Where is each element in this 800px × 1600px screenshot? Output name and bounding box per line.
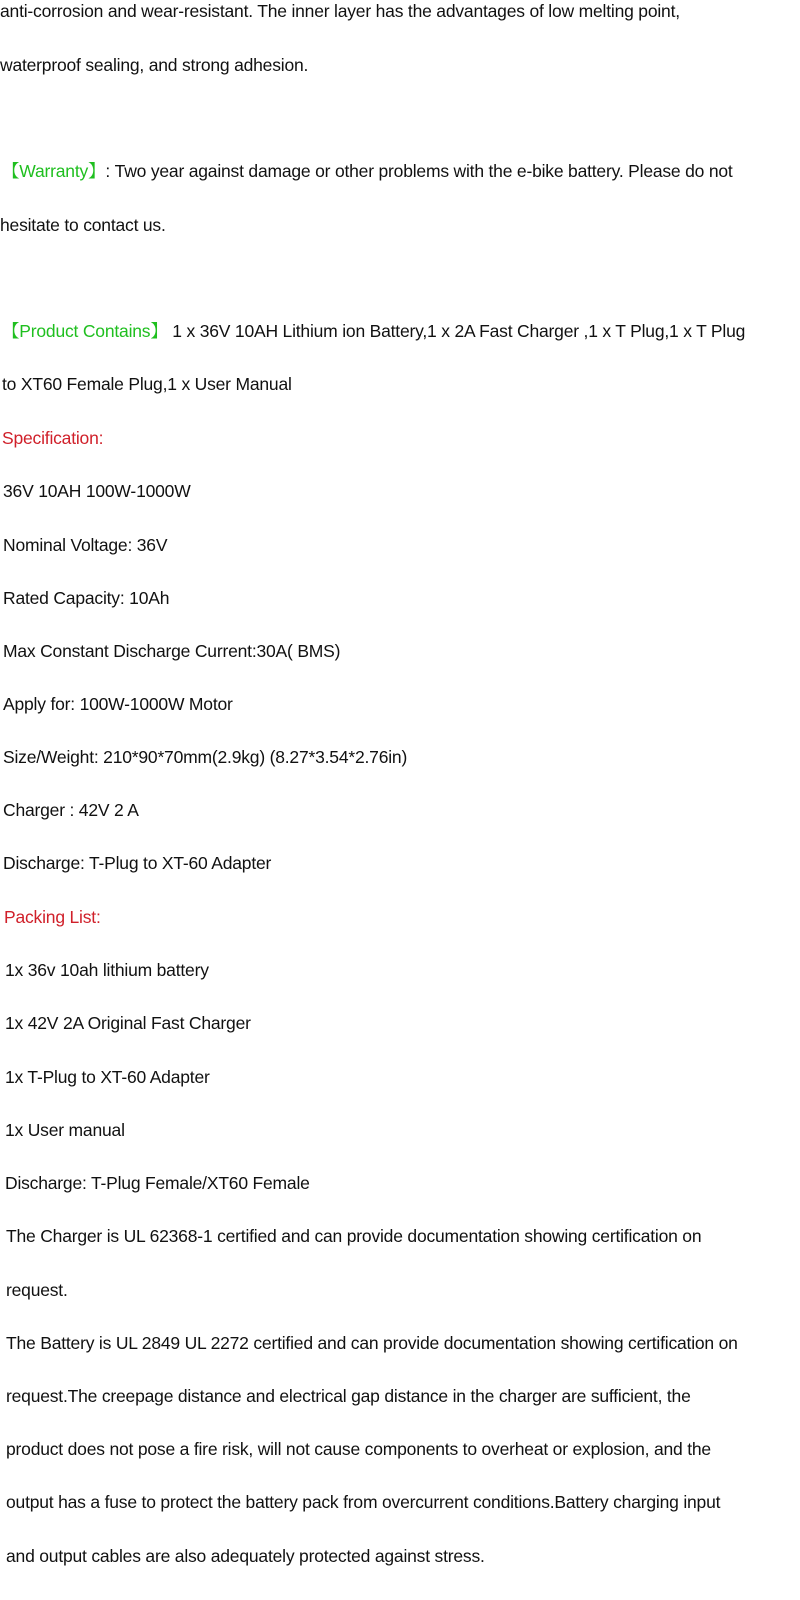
charger-certification-line: The Charger is UL 62368-1 certified and can provide documentation showing certification on [6,1226,702,1246]
warranty-text-line: hesitate to contact us. [0,215,166,235]
spec-item: Size/Weight: 210*90*70mm(2.9kg) (8.27*3.54*2.76in) [3,747,408,767]
packing-item: 1x 42V 2A Original Fast Charger [5,1013,251,1033]
intro-text-line: waterproof sealing, and strong adhesion. [0,55,309,75]
packing-item: 1x User manual [5,1120,125,1140]
warranty-line [2,160,733,182]
spec-item: Charger : 42V 2 A [3,800,139,820]
spec-item: Apply for: 100W-1000W Motor [3,694,233,714]
warranty-text: : Two year against damage or other problems with the e-bike battery. Please do not [105,161,733,181]
battery-certification-line: request.The creepage distance and electrical gap distance in the charger are sufficient, the [6,1386,691,1406]
warranty-label: 【Warranty】 [2,161,106,181]
charger-certification-line: request. [6,1280,68,1300]
product-contains-line [2,320,745,342]
intro-text-line: anti-corrosion and wear-resistant. The inner layer has the advantages of low melting point, [0,1,680,21]
product-contains-label: 【Product Contains】 [2,321,168,341]
spec-item: Max Constant Discharge Current:30A( BMS) [3,641,341,661]
battery-certification-line: product does not pose a fire risk, will not cause components to overheat or explosion, and the [6,1439,711,1459]
specification-heading: Specification: [2,428,104,448]
spec-item: Discharge: T-Plug to XT-60 Adapter [3,853,272,873]
packing-list-heading: Packing List: [4,907,101,927]
packing-item: 1x T-Plug to XT-60 Adapter [5,1067,210,1087]
spec-item: Rated Capacity: 10Ah [3,588,170,608]
spec-item: Nominal Voltage: 36V [3,535,168,555]
packing-item: 1x 36v 10ah lithium battery [5,960,209,980]
product-contains-text-line: to XT60 Female Plug,1 x User Manual [2,374,292,394]
packing-item: Discharge: T-Plug Female/XT60 Female [5,1173,310,1193]
battery-certification-line: output has a fuse to protect the battery pack from overcurrent conditions.Battery charging input [6,1492,721,1512]
product-contains-text: 1 x 36V 10AH Lithium ion Battery,1 x 2A Fast Charger ,1 x T Plug,1 x T Plug [167,321,746,341]
battery-certification-line: and output cables are also adequately protected against stress. [6,1546,485,1566]
battery-certification-line: The Battery is UL 2849 UL 2272 certified and can provide documentation showing certification on [6,1333,738,1353]
spec-item: 36V 10AH 100W-1000W [3,481,191,501]
